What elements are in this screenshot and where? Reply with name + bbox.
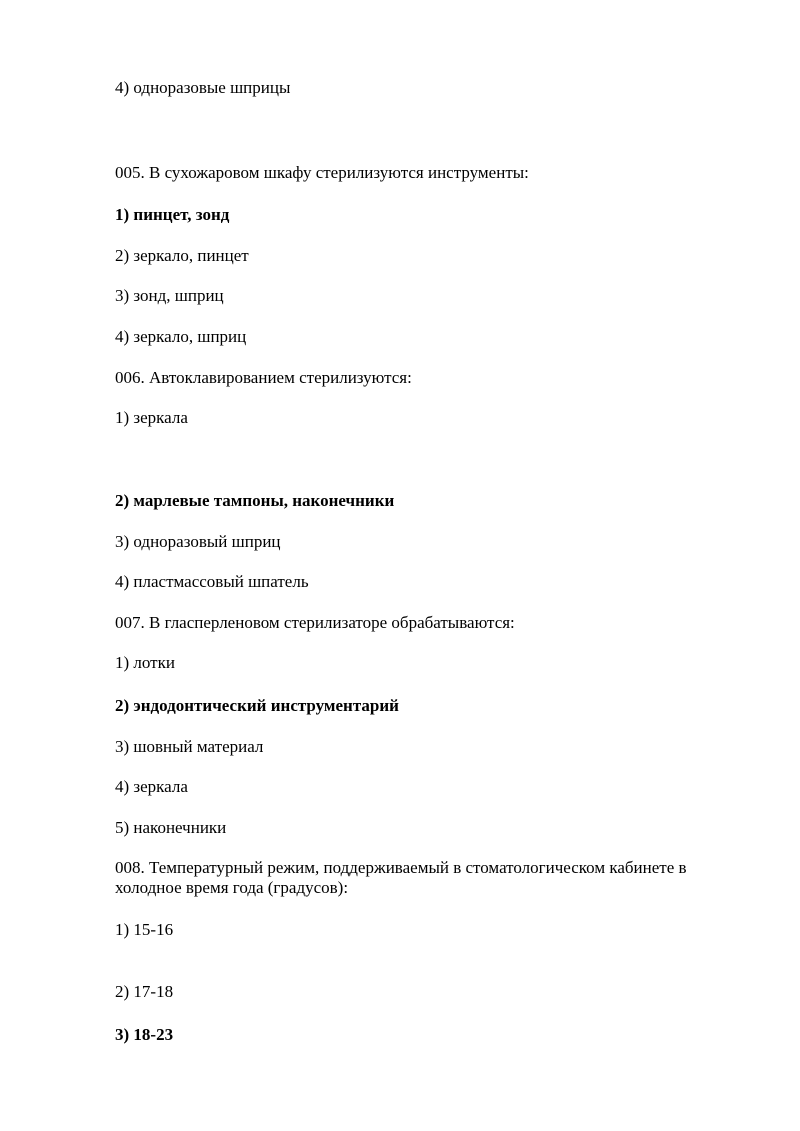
correct-answer-option: 2) марлевые тампоны, наконечники (115, 491, 395, 510)
answer-option: 1) 15-16 (115, 920, 174, 939)
answer-option: 4) пластмассовый шпатель (115, 572, 309, 591)
answer-option: 3) одноразовый шприц (115, 532, 281, 551)
question-text: 006. Автоклавированием стерилизуются: (115, 368, 412, 387)
correct-answer-option: 3) 18-23 (115, 1025, 174, 1044)
answer-option: 4) зеркало, шприц (115, 327, 247, 346)
question-text: 008. Температурный режим, поддерживаемый в стоматологическом кабинете в холодное время года (градусов): (115, 858, 687, 897)
correct-answer-option: 1) пинцет, зонд (115, 205, 230, 224)
answer-option: 5) наконечники (115, 818, 227, 837)
question-text: 005. В сухожаровом шкафу стерилизуются инструменты: (115, 163, 529, 182)
answer-option: 4) одноразовые шприцы (115, 78, 291, 97)
answer-option: 4) зеркала (115, 777, 188, 796)
answer-option: 1) зеркала (115, 408, 188, 427)
correct-answer-option: 2) эндодонтический инструментарий (115, 696, 399, 715)
answer-option: 2) зеркало, пинцет (115, 246, 249, 265)
answer-option: 1) лотки (115, 653, 175, 672)
answer-option: 3) зонд, шприц (115, 286, 224, 305)
answer-option: 2) 17-18 (115, 982, 174, 1001)
question-text: 007. В гласперленовом стерилизаторе обрабатываются: (115, 613, 515, 632)
answer-option: 3) шовный материал (115, 737, 264, 756)
